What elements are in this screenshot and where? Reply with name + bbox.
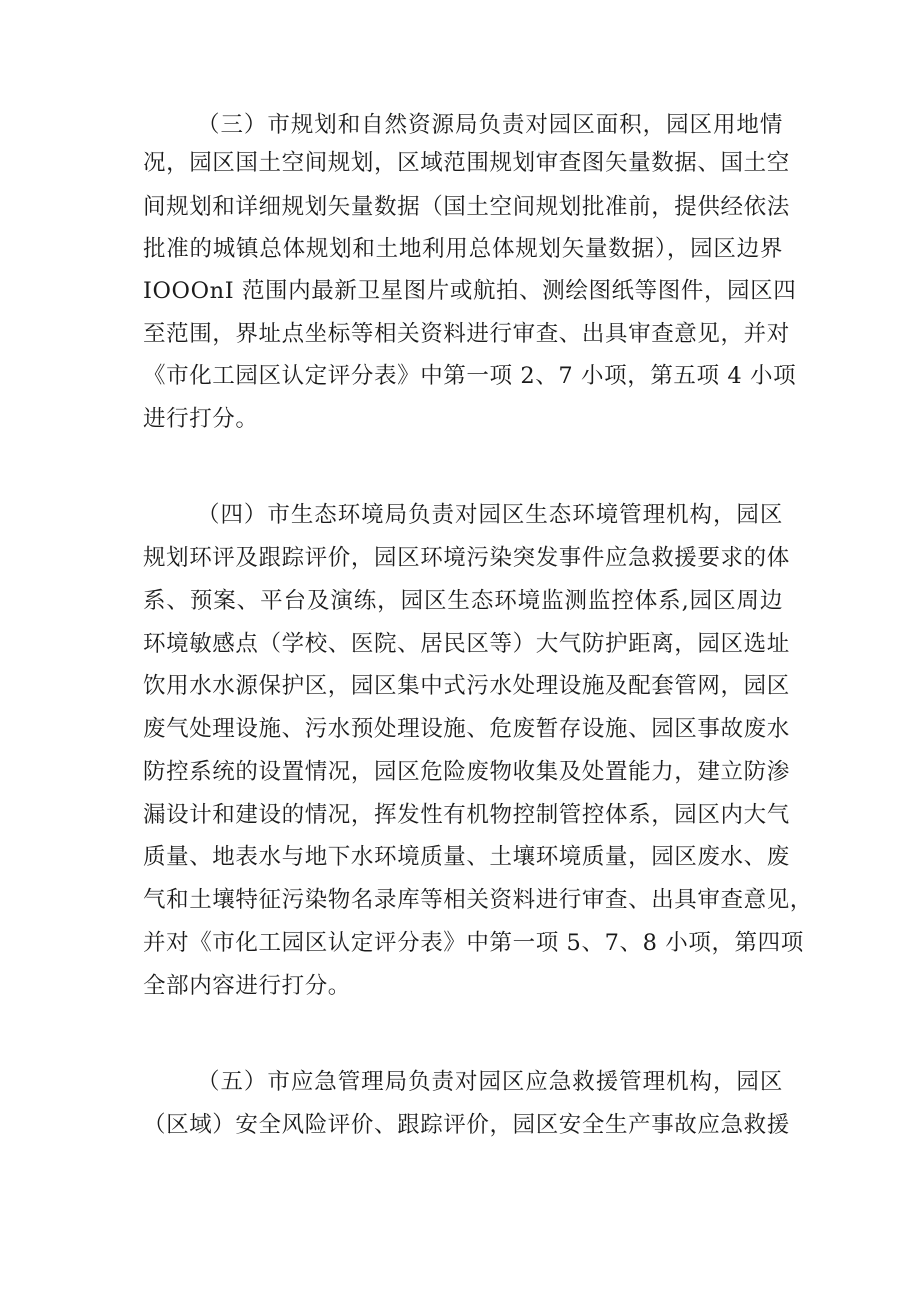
paragraph-3-line-1: （三）市规划和自然资源局负责对园区面积，园区用地情 — [197, 112, 783, 138]
paragraph-3-line-7: 《市化工园区认定评分表》中第一项 2、7 小项，第五项 4 小项 — [143, 363, 797, 389]
paragraph-4-line-7: 防控系统的设置情况，园区危险废物收集及处置能力，建立防渗 — [143, 759, 790, 785]
paragraph-4-line-6: 废气处理设施、污水预处理设施、危废暂存设施、园区事故废水 — [143, 716, 790, 742]
paragraph-4-line-1: （四）市生态环境局负责对园区生态环境管理机构，园区 — [197, 502, 783, 528]
paragraph-5-line-1: （五）市应急管理局负责对园区应急救援管理机构，园区 — [197, 1069, 783, 1095]
paragraph-4-line-9: 质量、地表水与地下水环境质量、土壤环境质量，园区废水、废 — [143, 844, 790, 870]
paragraph-4-line-4: 环境敏感点（学校、医院、居民区等）大气防护距离，园区选址 — [143, 631, 790, 657]
paragraph-4-line-11: 并对《市化工园区认定评分表》中第一项 5、7、8 小项，第四项 — [143, 930, 804, 956]
paragraph-5-line-2: （区域）安全风险评价、跟踪评价，园区安全生产事故应急救援 — [143, 1112, 790, 1138]
paragraph-4-line-2: 规划环评及跟踪评价，园区环境污染突发事件应急救援要求的体 — [143, 545, 790, 571]
paragraph-3-line-3: 间规划和详细规划矢量数据（国土空间规划批准前，提供经依法 — [143, 194, 790, 220]
paragraph-3-line-8: 进行打分。 — [143, 406, 259, 432]
paragraph-3-line-5: IOOOnI 范围内最新卫星图片或航拍、测绘图纸等图件，园区四 — [143, 278, 797, 304]
paragraph-3-line-6: 至范围，界址点坐标等相关资料进行审查、出具审查意见，并对 — [143, 321, 790, 347]
paragraph-4-line-12: 全部内容进行打分。 — [143, 973, 351, 999]
paragraph-4-line-3: 系、预案、平台及演练，园区生态环境监测监控体系,园区周边 — [143, 588, 783, 614]
paragraph-4-line-10: 气和土壤特征污染物名录库等相关资料进行审查、出具审查意见， — [143, 887, 813, 913]
paragraph-4-line-5: 饮用水水源保护区，园区集中式污水处理设施及配套管网，园区 — [143, 673, 790, 699]
paragraph-3-line-2: 况，园区国土空间规划，区域范围规划审查图矢量数据、国土空 — [143, 150, 790, 176]
paragraph-4-line-8: 漏设计和建设的情况，挥发性有机物控制管控体系，园区内大气 — [143, 802, 790, 828]
paragraph-3-line-4: 批准的城镇总体规划和土地利用总体规划矢量数据），园区边界 — [143, 236, 783, 262]
